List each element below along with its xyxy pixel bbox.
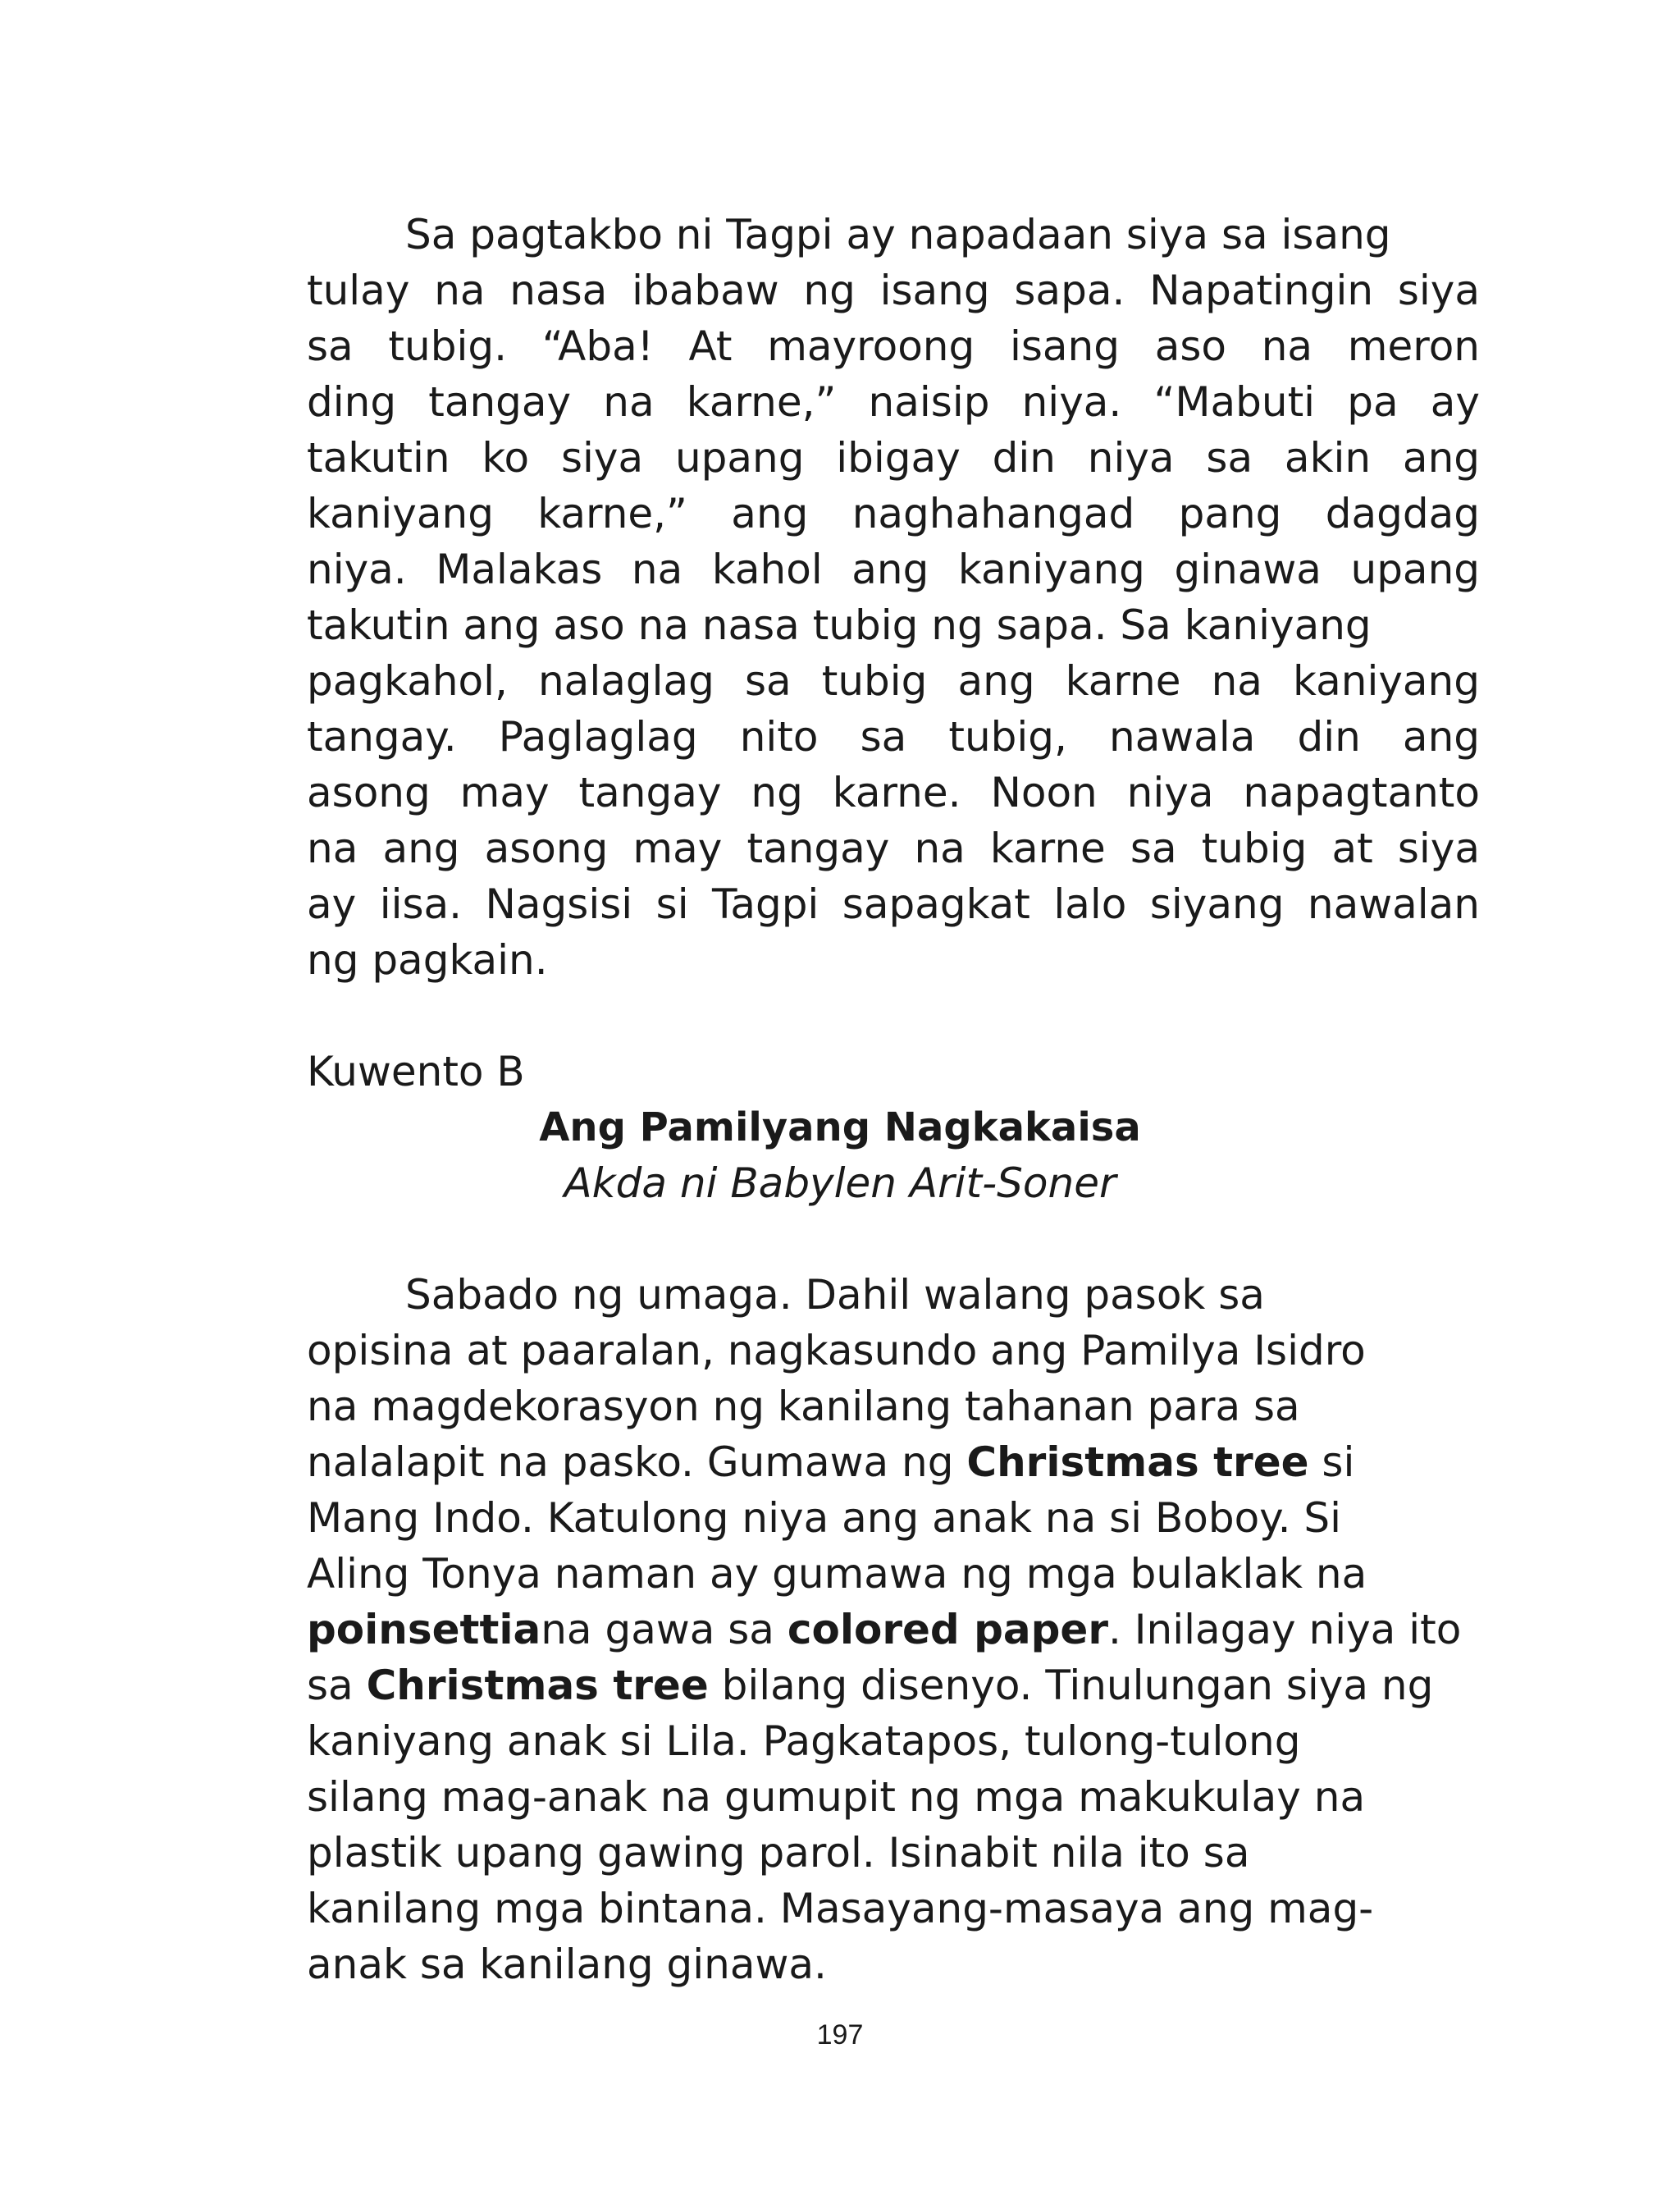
text-line: takutin ang aso na nasa tubig ng sapa. Sa kaniyang: [307, 601, 1372, 649]
text-line: na magdekorasyon ng kanilang tahanan para sa: [307, 1383, 1300, 1430]
text-line: Aling Tonya naman ay gumawa ng mga bulaklak na: [307, 1550, 1367, 1598]
text-line: kanilang mga bintana. Masayang-masaya ang mag-: [307, 1885, 1374, 1932]
text-run: . Inilagay niya ito: [1108, 1606, 1462, 1653]
text-line: Mang Indo. Katulong niya ang anak na si Boboy. Si: [307, 1494, 1342, 1542]
text-line: tulay na nasa ibabaw ng isang sapa. Napatingin siya: [307, 267, 1480, 314]
text-line: takutin ko siya upang ibigay din niya sa akin ang: [307, 434, 1480, 482]
text-run: na gawa sa: [541, 1606, 788, 1653]
text-line: opisina at paaralan, nagkasundo ang Pamilya Isidro: [307, 1327, 1366, 1374]
text-line: ng pagkain.: [307, 936, 548, 984]
bold-term: Christmas tree: [366, 1662, 709, 1709]
text-run: bilang disenyo. Tinulungan siya ng: [708, 1662, 1434, 1709]
text-run: sa: [307, 1662, 367, 1709]
text-line: pagkahol, nalaglag sa tubig ang karne na kaniyang: [307, 657, 1480, 705]
bold-term: Christmas tree: [966, 1438, 1309, 1486]
page-number: 197: [816, 2019, 864, 2051]
bold-term: poinsettia: [307, 1606, 541, 1653]
section-label: Kuwento B: [307, 1048, 525, 1095]
text-line: ding tangay na karne,” naisip niya. “Mabuti pa ay: [307, 378, 1480, 426]
text-run: si: [1308, 1438, 1355, 1486]
text-line: na ang asong may tangay na karne sa tubig at siya: [307, 825, 1480, 872]
text-line: [307, 1602, 1480, 1657]
text-line: kaniyang anak si Lila. Pagkatapos, tulong-tulong: [307, 1717, 1301, 1765]
text-line: plastik upang gawing parol. Isinabit nila ito sa: [307, 1829, 1250, 1877]
story-author: Akda ni Babylen Arit-Soner: [564, 1159, 1116, 1207]
text-line: silang mag-anak na gumupit ng mga makukulay na: [307, 1773, 1366, 1821]
text-line: niya. Malakas na kahol ang kaniyang ginawa upang: [307, 546, 1480, 593]
text-line: asong may tangay ng karne. Noon niya napagtanto: [307, 769, 1480, 816]
text-line: Sa pagtakbo ni Tagpi ay napadaan siya sa isang: [405, 211, 1391, 258]
text-line: sa tubig. “Aba! At mayroong isang aso na meron: [307, 322, 1480, 370]
story-b-paragraph: [307, 1267, 1480, 1992]
text-line: kaniyang karne,” ang naghahangad pang dagdag: [307, 490, 1480, 537]
text-line: [307, 1657, 1480, 1713]
story-a-paragraph: [307, 207, 1480, 988]
story-title: Ang Pamilyang Nagkakaisa: [539, 1104, 1141, 1150]
text-line: tangay. Paglaglag nito sa tubig, nawala din ang: [307, 713, 1480, 761]
text-line: anak sa kanilang ginawa.: [307, 1941, 827, 1988]
text-run: nalalapit na pasko. Gumawa ng: [307, 1438, 967, 1486]
bold-term: colored paper: [787, 1606, 1108, 1653]
text-line: [307, 1434, 1480, 1490]
text-line: Sabado ng umaga. Dahil walang pasok sa: [405, 1271, 1265, 1319]
text-line: ay iisa. Nagsisi si Tagpi sapagkat lalo siyang nawalan: [307, 880, 1480, 928]
